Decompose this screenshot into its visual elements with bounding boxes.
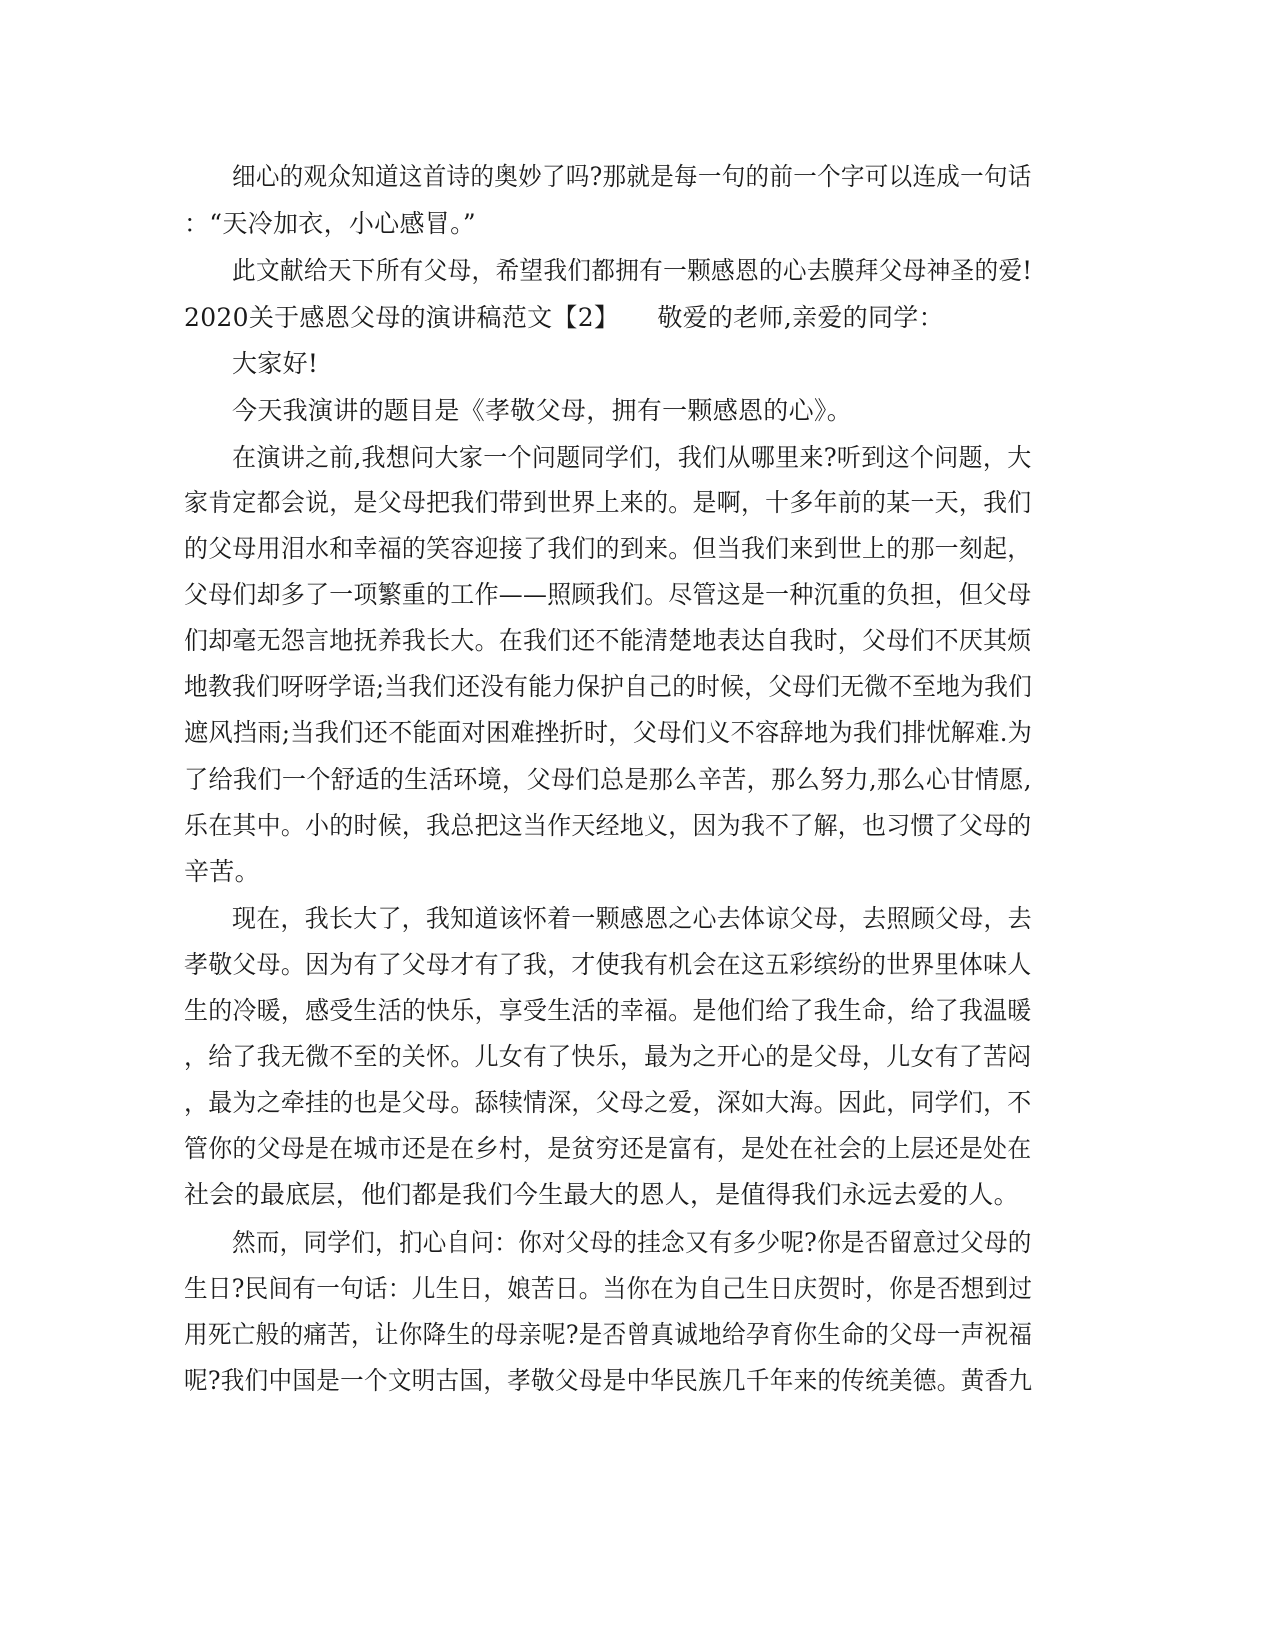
text-line: 了给我们一个舒适的生活环境，父母们总是那么辛苦，那么努力,那么心甘情愿, [184,765,1032,794]
text-line: 辛苦。 [184,857,260,886]
text-line: 2020关于感恩父母的演讲稿范文【2】 敬爱的老师,亲爱的同学： [184,303,944,332]
text-line: ，给了我无微不至的关怀。儿女有了快乐，最为之开心的是父母，儿女有了苦闷 [184,1042,1032,1071]
text-line: 在演讲之前,我想问大家一个问题同学们，我们从哪里来?听到这个问题，大 [232,443,1032,472]
text-line: 生的冷暖，感受生活的快乐，享受生活的幸福。是他们给了我生命，给了我温暖 [184,996,1032,1025]
text-line: 们却毫无怨言地抚养我长大。在我们还不能清楚地表达自我时，父母们不厌其烦 [184,626,1032,655]
text-line: ，最为之牵挂的也是父母。舔犊情深，父母之爱，深如大海。因此，同学们，不 [184,1088,1032,1117]
text-line: 社会的最底层，他们都是我们今生最大的恩人，是值得我们永远去爱的人。 [184,1180,1019,1209]
text-line: 的父母用泪水和幸福的笑容迎接了我们的到来。但当我们来到世上的那一刻起， [184,534,1032,563]
text-line: 今天我演讲的题目是《孝敬父母，拥有一颗感恩的心》。 [232,396,853,425]
text-line: 管你的父母是在城市还是在乡村，是贫穷还是富有，是处在社会的上层还是处在 [184,1134,1032,1163]
text-line: ：“天冷加衣，小心感冒。” [184,209,476,238]
text-line: 细心的观众知道这首诗的奥妙了吗?那就是每一句的前一个字可以连成一句话 [232,162,1032,191]
text-line: 乐在其中。小的时候，我总把这当作天经地义，因为我不了解，也习惯了父母的 [184,811,1032,840]
text-line: 现在，我长大了，我知道该怀着一颗感恩之心去体谅父母，去照顾父母，去 [232,904,1032,933]
text-line: 孝敬父母。因为有了父母才有了我，才使我有机会在这五彩缤纷的世界里体味人 [184,950,1032,979]
text-line: 然而，同学们，扪心自问：你对父母的挂念又有多少呢?你是否留意过父母的 [232,1228,1032,1257]
text-line: 生日?民间有一句话：儿生日，娘苦日。当你在为自己生日庆贺时，你是否想到过 [184,1274,1033,1303]
text-line: 此文献给天下所有父母，希望我们都拥有一颗感恩的心去膜拜父母神圣的爱! [232,256,1033,285]
text-line: 家肯定都会说，是父母把我们带到世界上来的。是啊，十多年前的某一天，我们 [184,488,1032,517]
text-line: 用死亡般的痛苦，让你降生的母亲呢?是否曾真诚地给孕育你生命的父母一声祝福 [184,1320,1033,1349]
text-line: 遮风挡雨;当我们还不能面对困难挫折时，父母们义不容辞地为我们排忧解难.为 [184,718,1033,747]
text-line: 呢?我们中国是一个文明古国，孝敬父母是中华民族几千年来的传统美德。黄香九 [184,1366,1033,1395]
text-line: 地教我们呀呀学语;当我们还没有能力保护自己的时候，父母们无微不至地为我们 [184,672,1033,701]
text-line: 大家好! [232,349,319,378]
text-line: 父母们却多了一项繁重的工作——照顾我们。尽管这是一种沉重的负担，但父母 [184,580,1032,609]
